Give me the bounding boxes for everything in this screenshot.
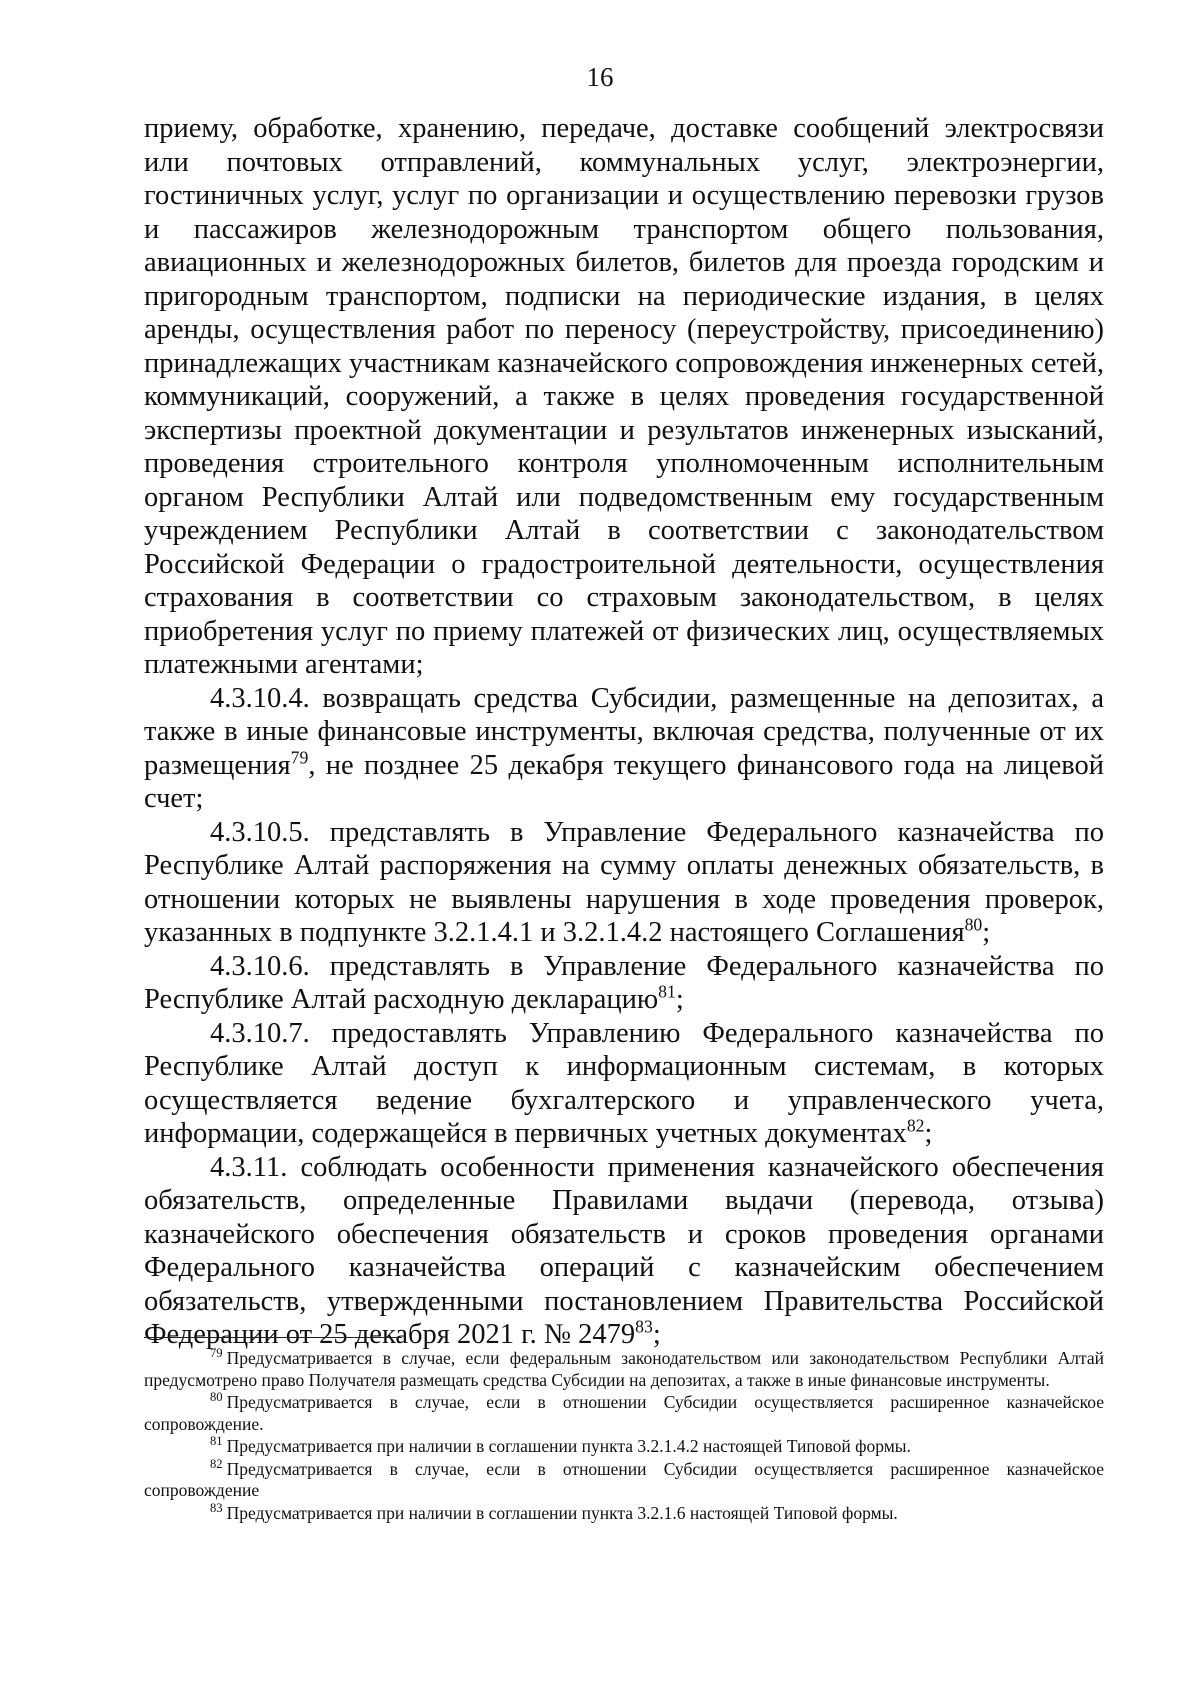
footnote-number: 83 [210,1500,223,1515]
footnote-ref: 83 [635,1316,653,1337]
footnote-80 [144,1392,1104,1435]
paragraph-4-3-10-7 [144,1017,1104,1151]
paragraph-4-3-11 [144,1151,1104,1352]
footnote-number: 80 [210,1390,223,1405]
paragraph-text-after: ; [675,984,684,1015]
footnote-text: Предусматривается при наличии в соглашении пункта 3.2.1.6 настоящей Типовой формы. [226,1502,898,1523]
footnote-ref: 79 [290,747,309,767]
footnote-83 [144,1500,1104,1525]
paragraph-4-3-10-4 [144,682,1104,816]
paragraph-text-after: ; [982,917,991,948]
footnote-number: 82 [210,1456,223,1471]
main-text [144,112,1104,1352]
footnote-ref: 80 [964,914,983,935]
footnote-text: Предусматривается при наличии в соглашении пункта 3.2.1.4.2 настоящей Типовой формы. [226,1436,911,1456]
paragraph-continuation [144,112,1104,682]
paragraph-text: приему, обработке, хранению, передаче, доставке сообщений электросвязи или почтовых отправлений, коммунальных услуг, электроэнергии, гостиничных услуг, услуг по организации и осуществлению перевозки грузов и пассажиров железнодорожным транспортом общего пользования, авиационных и железнодорожных билетов, билетов для проезда городским и пригородным транспортом, подписки на периодические издания, в целях аренды, осуществления работ по переносу (переустройству, присоединению) принадлежащих участникам казначейского сопровождения инженерных сетей, коммуникаций, сооружений, а также в целях проведения государственной экспертизы проектной документации и результатов инженерных изысканий, проведения строительного контроля уполномоченным исполнительным органом Республики Алтай или подведомственным ему государственным учреждением Республики Алтай в соответствии с законодательством Российской Федерации о градостроительной деятельности, осуществления страхования в соответствии со страховым законодательством, в целях приобретения услуг по приему платежей от физических лиц, осуществляемых платежными агентами; [144,113,1104,680]
paragraph-text: 4.3.11. соблюдать особенности применения казначейского обеспечения обязательств, определенные Правилами выдачи (перевода, отзыва) казначейского обеспечения обязательств и сроков проведения органами Федерального казначейства операций с казначейским обеспечением обязательств, утвержденными постановлением Правительства Российской Федерации от 25 декабря 2021 г. № 2479 [144,1151,1104,1350]
paragraph-4-3-10-6 [144,950,1104,1017]
paragraph-text: 4.3.10.6. представлять в Управление Федерального казначейства по Республике Алтай расходную декларацию [144,950,1104,1015]
footnote-divider [144,1337,402,1338]
paragraph-text: 4.3.10.4. возвращать средства Субсидии, размещенные на депозитах, а также в иные финансовые инструменты, включая средства, полученные от их размещения [144,682,1104,781]
footnote-text: Предусматривается в случае, если в отношении Субсидии осуществляется расширенное казначейское сопровождение. [144,1392,1104,1434]
paragraph-text: 4.3.10.7. предоставлять Управлению Федерального казначейства по Республике Алтай доступ к информационным системам, в которых осуществляется ведение бухгалтерского и управленческого учета, информации, содержащейся в первичных учетных документах [144,1017,1104,1149]
paragraph-text: 4.3.10.5. представлять в Управление Федерального казначейства по Республике Алтай распоряжения на сумму оплаты денежных обязательств, в отношении которых не выявлены нарушения в ходе проведения проверок, указанных в подпункте 3.2.1.4.1 и 3.2.1.4.2 настоящего Соглашения [144,816,1104,948]
paragraph-text-after: ; [924,1118,933,1149]
footnote-number: 81 [210,1434,223,1449]
footnote-82 [144,1456,1104,1502]
footnote-79 [144,1348,1104,1391]
footnote-text: Предусматривается в случае, если федеральным законодательством или законодательством Республики Алтай предусмотрено право Получателя размещать средства Субсидии на депозитах, а также в иные финансовые инструменты. [144,1348,1104,1390]
paragraph-text-after: , не позднее 25 декабря текущего финансового года на лицевой счет; [144,749,1104,814]
page-number: 16 [586,62,614,92]
paragraph-text-after: ; [652,1319,661,1350]
footnotes [144,1348,1104,1525]
paragraph-4-3-10-5 [144,816,1104,950]
footnote-81 [144,1436,1104,1458]
footnote-ref: 82 [906,1115,925,1136]
footnote-number: 79 [210,1346,223,1361]
footnote-text: Предусматривается в случае, если в отношении Субсидии осуществляется расширенное казначейское сопровождение [144,1458,1104,1500]
footnote-ref: 81 [658,981,676,1002]
